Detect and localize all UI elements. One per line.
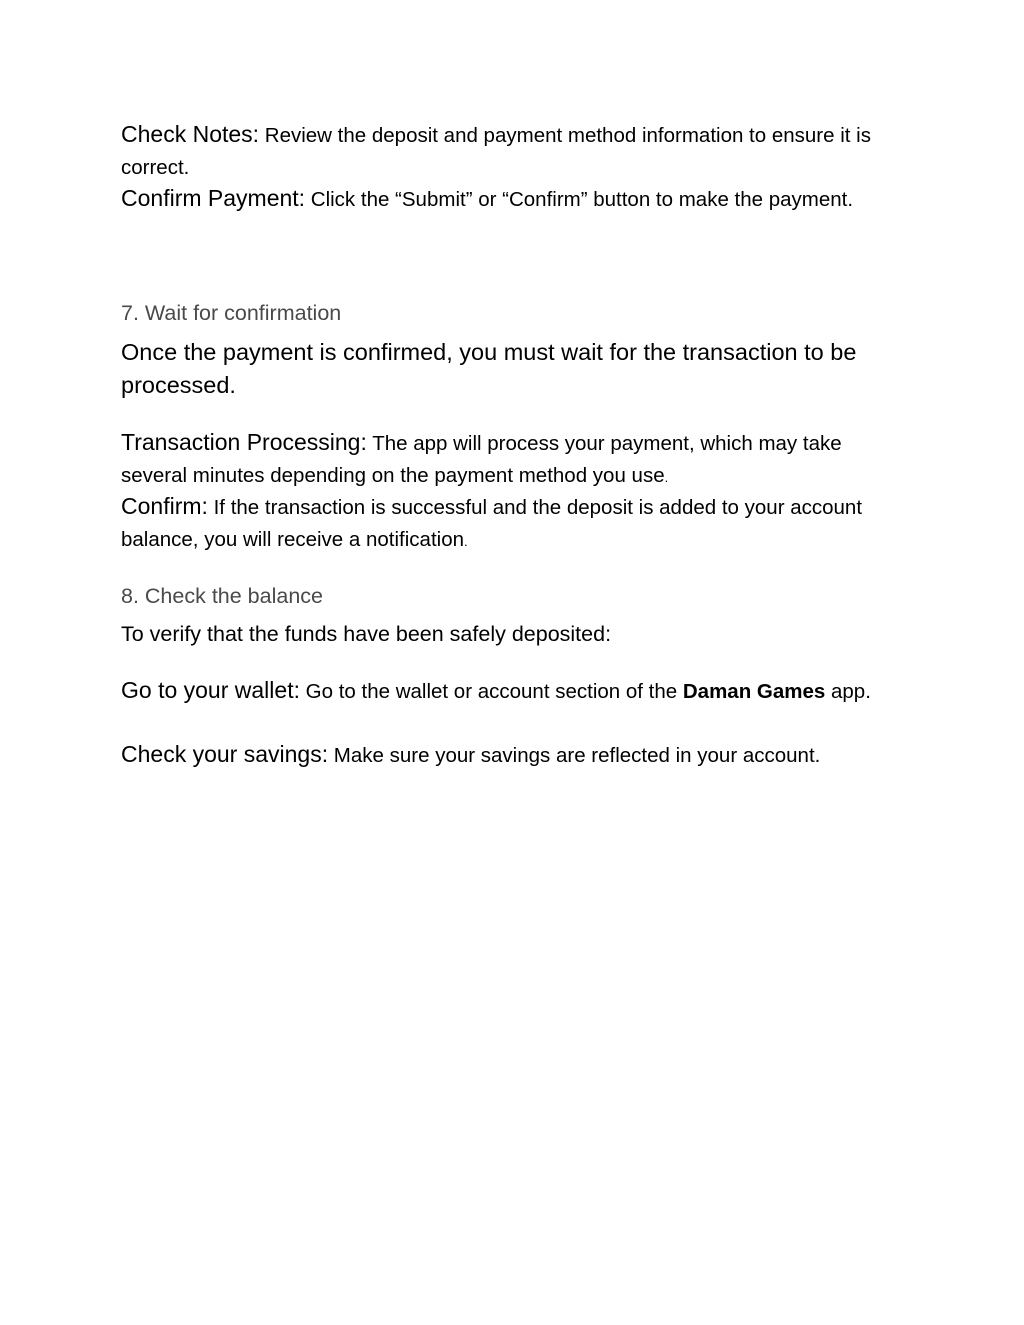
check-savings-label: Check your savings: [121, 741, 329, 767]
brand-name: Daman Games [682, 680, 826, 703]
check-savings-text: Make sure your savings are reflected in your account. [328, 744, 821, 767]
section-7-intro: Once the payment is confirmed, you must wait for the transaction to be processed. [121, 339, 857, 398]
confirm-payment-label: Confirm Payment: [121, 185, 306, 211]
transaction-processing-period: . [664, 470, 669, 485]
confirm-label: Confirm: [121, 493, 208, 519]
transaction-processing-label: Transaction Processing: [121, 429, 367, 455]
confirm-payment-text: Click the “Submit” or “Confirm” button to make the payment. [305, 188, 854, 211]
confirm-payment-paragraph [121, 182, 901, 216]
section-8-heading: 8. Check the balance [121, 584, 323, 608]
transaction-processing-paragraph [121, 426, 901, 494]
check-notes-label: Check Notes: [121, 121, 260, 147]
confirm-period: . [464, 534, 468, 549]
check-notes-paragraph [121, 118, 901, 184]
check-notes-text: Review the deposit and payment method information to ensure it is correct. [121, 124, 871, 179]
go-to-wallet-paragraph [121, 674, 901, 708]
transaction-processing-text: The app will process your payment, which may take several minutes depending on the payment method you use [121, 432, 842, 487]
check-savings-paragraph [121, 738, 901, 772]
section-7-heading: 7. Wait for confirmation [121, 301, 342, 325]
go-to-wallet-label: Go to your wallet: [121, 677, 300, 703]
confirm-paragraph [121, 490, 901, 558]
section-8-intro: To verify that the funds have been safely deposited: [121, 622, 612, 646]
confirm-text: If the transaction is successful and the deposit is added to your account balance, you will receive a notification [121, 496, 863, 551]
go-to-wallet-end: app. [825, 680, 871, 703]
go-to-wallet-text: Go to the wallet or account section of the [299, 680, 683, 703]
